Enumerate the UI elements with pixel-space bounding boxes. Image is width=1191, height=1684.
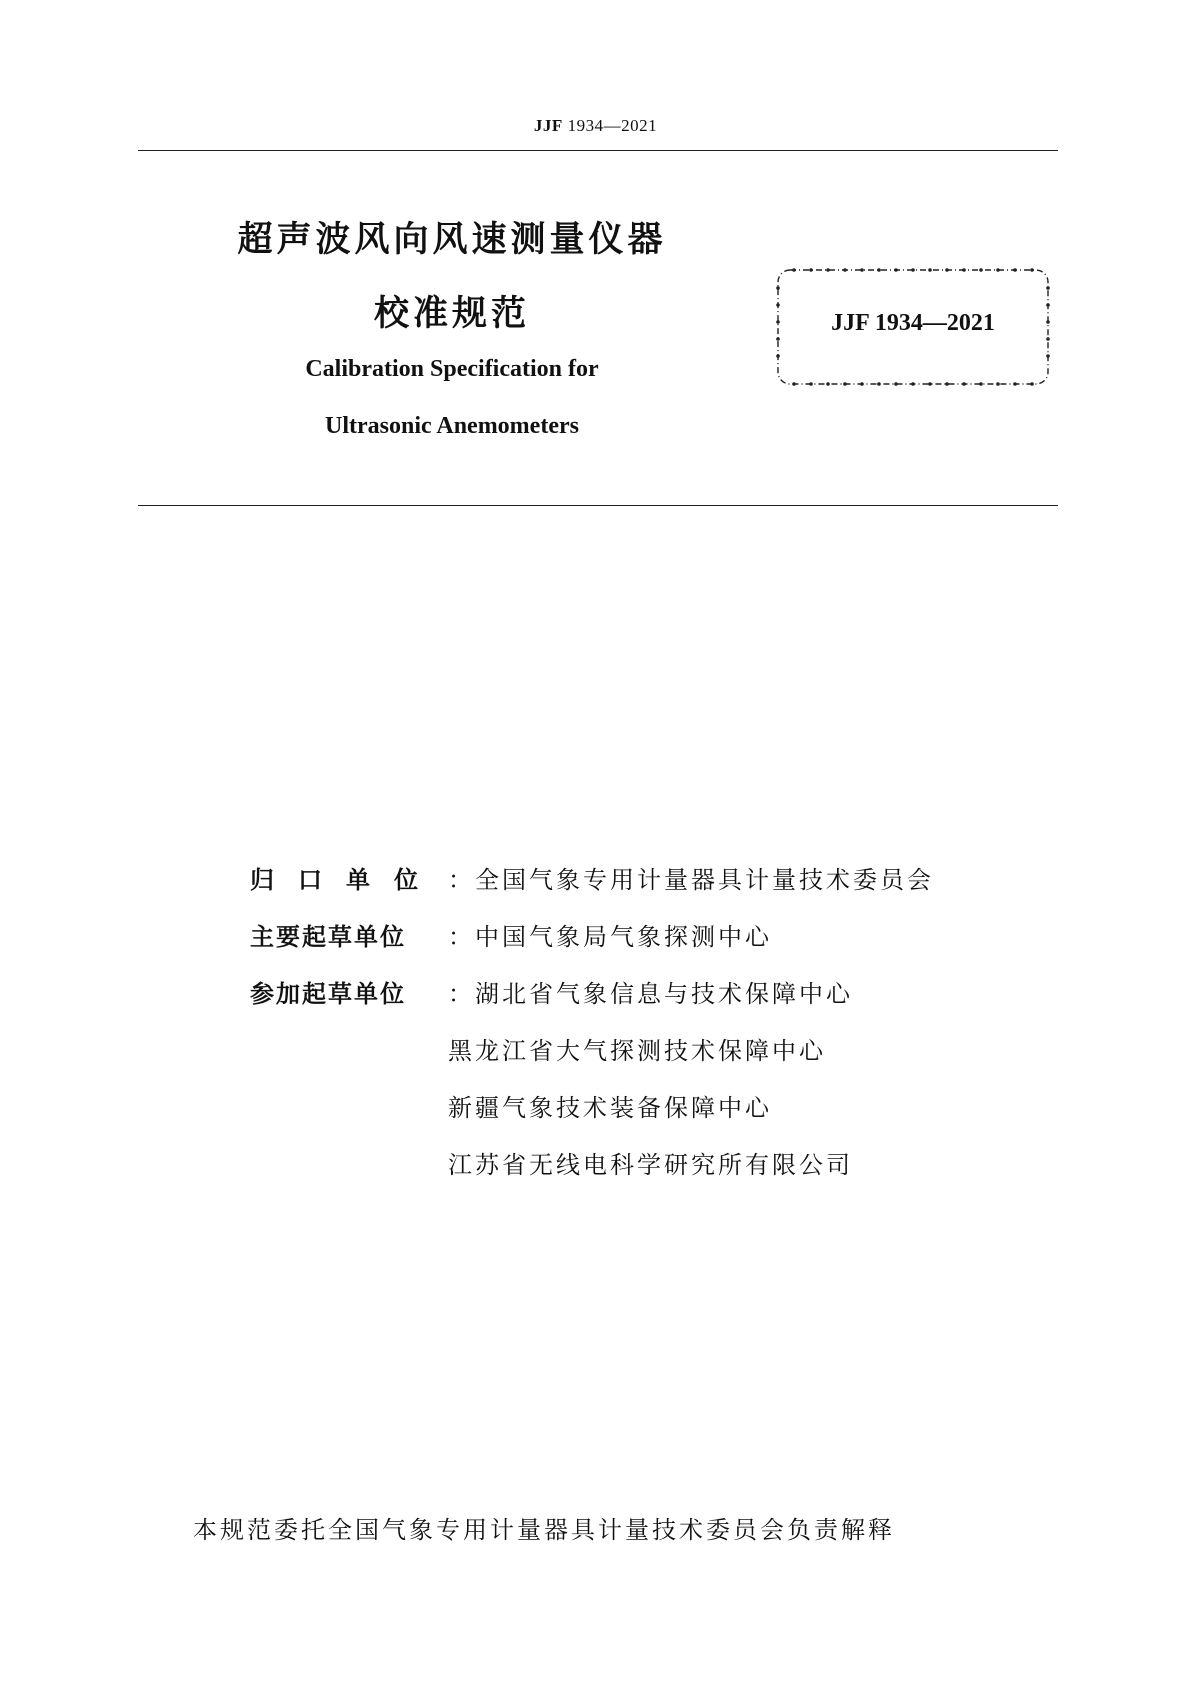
code-box-dot — [1030, 382, 1034, 386]
main-drafting-value: 中国气象局气象探测中心 — [475, 923, 772, 951]
code-box-dot — [928, 268, 932, 272]
responsible-unit-row — [250, 860, 934, 895]
main-drafting-colon: ： — [448, 923, 475, 951]
code-box-dot — [928, 382, 932, 386]
code-box-dot — [776, 354, 780, 358]
title-zh-line1: 超声波风向风速测量仪器 — [237, 220, 667, 260]
code-box-dot — [843, 382, 847, 386]
code-box-dot — [860, 382, 864, 386]
code-box-dot — [894, 382, 898, 386]
header-code-prefix: JJF — [533, 116, 563, 135]
code-box-dot — [1013, 382, 1017, 386]
code-box-dot — [792, 382, 796, 386]
participating-value-3: 新疆气象技术装备保障中心 — [448, 1094, 772, 1122]
responsible-unit-colon: ： — [448, 866, 475, 894]
code-box-dot — [962, 268, 966, 272]
participating-colon: ： — [448, 980, 475, 1008]
responsible-unit-value: 全国气象专用计量器具计量技术委员会 — [475, 866, 934, 894]
participating-value-4: 江苏省无线电科学研究所有限公司 — [448, 1151, 853, 1179]
code-box-dot — [1030, 268, 1034, 272]
code-box-dot — [996, 268, 1000, 272]
code-box-dot — [996, 382, 1000, 386]
code-box-dot — [809, 268, 813, 272]
code-box-dot — [826, 382, 830, 386]
code-box-dot — [843, 268, 847, 272]
code-box-dot — [894, 268, 898, 272]
code-box-dot — [1046, 337, 1050, 341]
responsible-unit-label: 归口单位 — [250, 866, 442, 894]
code-box-dot — [1046, 354, 1050, 358]
code-box-dot — [860, 268, 864, 272]
code-box-dot — [877, 382, 881, 386]
code-box-dot — [1046, 286, 1050, 290]
code-box-dot — [1013, 268, 1017, 272]
bottom-rule — [138, 505, 1058, 506]
code-box-dot — [792, 268, 796, 272]
code-box-dot — [809, 382, 813, 386]
participating-value-2: 黑龙江省大气探测技术保障中心 — [448, 1037, 826, 1065]
main-drafting-label: 主要起草单位 — [250, 923, 406, 951]
code-box-dot — [911, 268, 915, 272]
header-code-number: 1934—2021 — [567, 116, 658, 135]
code-box-dot — [776, 303, 780, 307]
title-en-line1: Calibration Specification for — [305, 356, 599, 382]
title-zh-line2: 校准规范 — [373, 294, 530, 334]
participating-value-1: 湖北省气象信息与技术保障中心 — [475, 980, 853, 1008]
code-box-dot — [979, 268, 983, 272]
code-box-dot — [962, 382, 966, 386]
code-box-dot — [776, 337, 780, 341]
code-box-dot — [979, 382, 983, 386]
code-box-dot — [776, 286, 780, 290]
top-rule — [138, 150, 1058, 151]
interpretation-note: 本规范委托全国气象专用计量器具计量技术委员会负责解释 — [193, 1516, 895, 1544]
participating-row — [250, 974, 853, 1009]
code-box-text: JJF 1934—2021 — [831, 310, 995, 336]
code-box-dot — [826, 268, 830, 272]
code-box-dot — [911, 382, 915, 386]
code-box-dot — [877, 268, 881, 272]
participating-label: 参加起草单位 — [250, 980, 406, 1008]
code-box-dot — [945, 382, 949, 386]
title-en-line2: Ultrasonic Anemometers — [325, 413, 579, 439]
main-drafting-row — [250, 917, 772, 952]
code-box-dot — [1046, 303, 1050, 307]
header-standard-code — [0, 116, 1191, 136]
code-box-dot — [945, 268, 949, 272]
